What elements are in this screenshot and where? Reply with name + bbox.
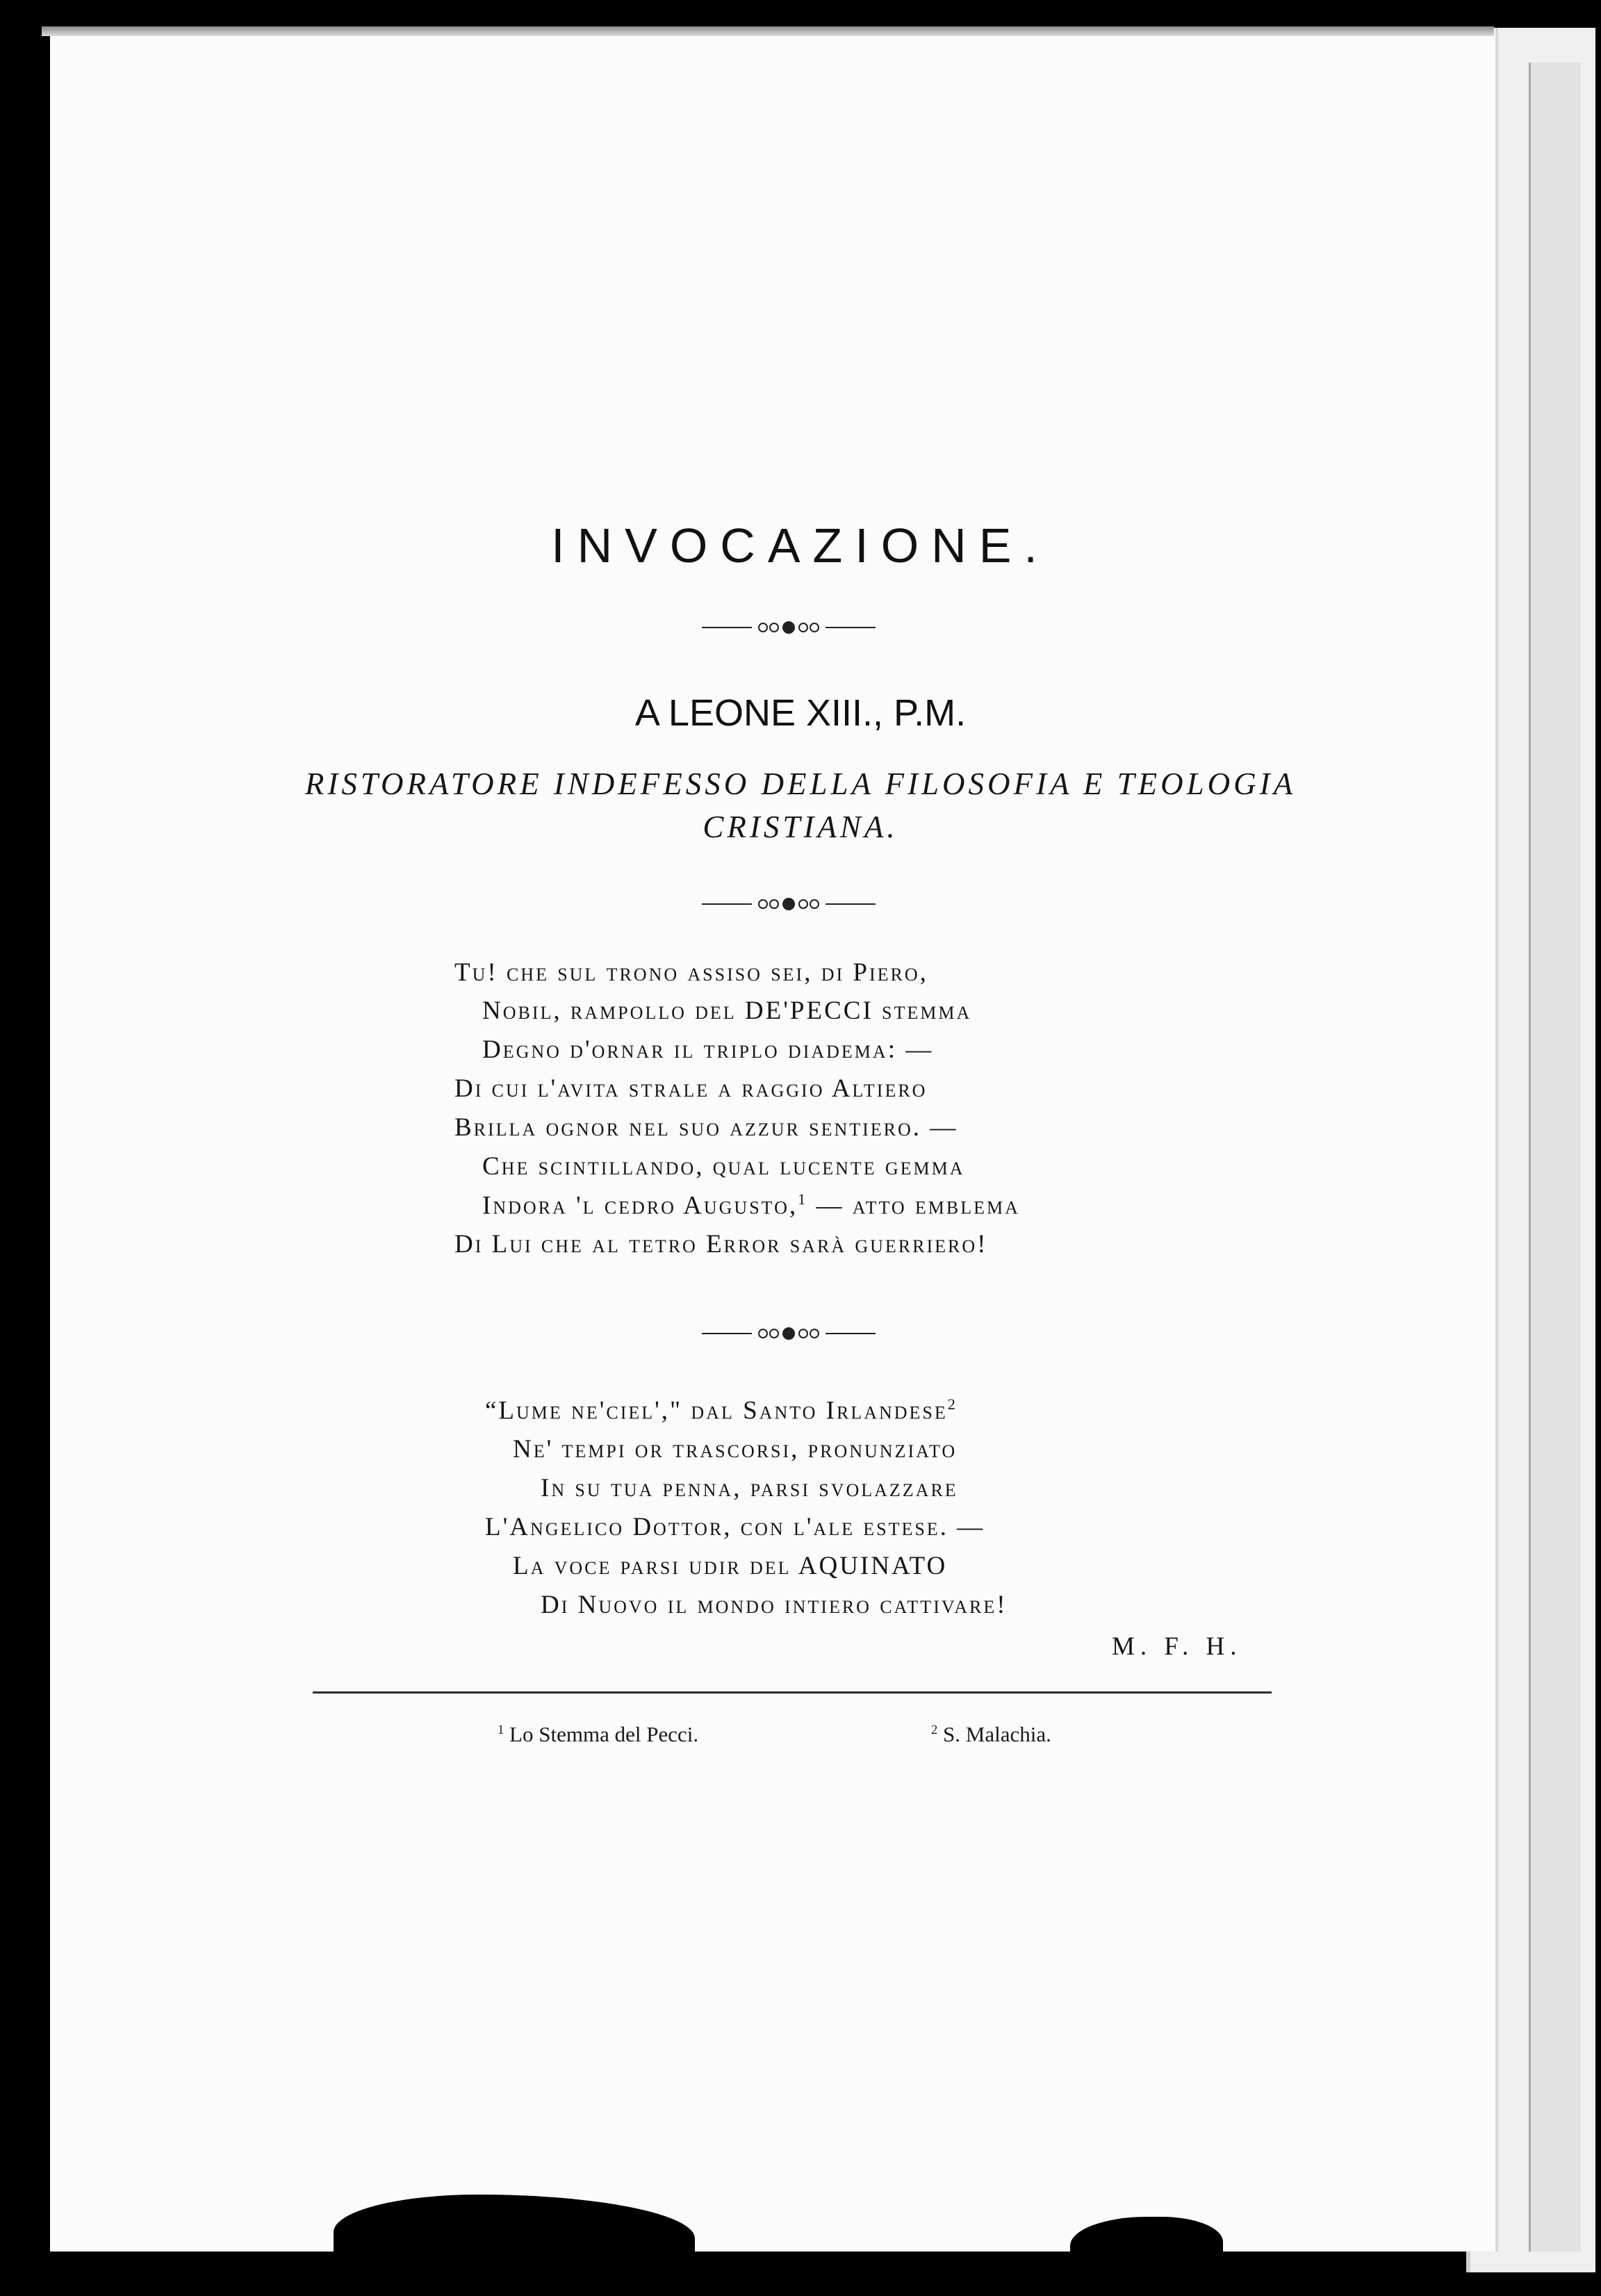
footnote-number: 2 — [931, 1722, 938, 1737]
poem-line: Brilla ognor nel suo azzur sentiero. — — [454, 1113, 958, 1142]
poem-line: Degno d'ornar il triplo diadema: — — [482, 1035, 934, 1064]
footnote-marker: 1 — [798, 1190, 808, 1208]
page-title: INVOCAZIONE. — [551, 518, 1050, 573]
poem-line-with-note — [485, 1395, 958, 1425]
footnote-text: S. Malachia. — [943, 1722, 1051, 1746]
subtitle — [208, 762, 1393, 848]
footnote-1 — [498, 1722, 698, 1747]
poem-line-part: “Lume ne'ciel'," dal Santo Irlandese — [485, 1396, 948, 1425]
author-signature: M. F. H. — [1112, 1632, 1242, 1661]
poem-line: La voce parsi udir del AQUINATO — [513, 1552, 948, 1580]
poem-line-part: Indora 'l cedro Augusto, — [482, 1191, 798, 1220]
back-page-edge-inner — [1529, 63, 1581, 2252]
subtitle-line-1: RISTORATORE INDEFESSO DELLA FILOSOFIA E TEOLOGIA — [304, 766, 1297, 801]
ornament-divider — [702, 617, 876, 638]
footnote-rule — [313, 1691, 1272, 1694]
poem-line: Di cui l'avita strale a raggio Altiero — [454, 1074, 928, 1103]
poem-line: Nobil, rampollo del DE'PECCI stemma — [482, 997, 972, 1025]
poem-line: Di Nuovo il mondo intiero cattivare! — [541, 1591, 1008, 1619]
dedication: A LEONE XIII., P.M. — [634, 692, 967, 734]
ornament-divider — [702, 894, 876, 915]
subtitle-line-2: CRISTIANA. — [703, 810, 898, 844]
poem-line: Tu! che sul trono assiso sei, di Piero, — [454, 958, 928, 987]
poem-line-with-note — [482, 1190, 1020, 1220]
poem-line: Che scintillando, qual lucente gemma — [482, 1152, 965, 1181]
page-top-edge — [42, 26, 1494, 36]
footnote-number: 1 — [498, 1722, 504, 1737]
ornament-divider — [702, 1323, 876, 1344]
poem-line: In su tua penna, parsi svolazzare — [541, 1474, 958, 1502]
poem-line: Di Lui che al tetro Error sarà guerriero! — [454, 1230, 988, 1258]
footnote-text: Lo Stemma del Pecci. — [509, 1722, 699, 1746]
poem-line-part: — atto emblema — [807, 1191, 1020, 1220]
footnote-marker: 2 — [947, 1395, 958, 1413]
poem-line: Ne' tempi or trascorsi, pronunziato — [513, 1435, 958, 1463]
footnote-2 — [931, 1722, 1051, 1747]
poem-line: L'Angelico Dottor, con l'ale estese. — — [485, 1513, 985, 1541]
